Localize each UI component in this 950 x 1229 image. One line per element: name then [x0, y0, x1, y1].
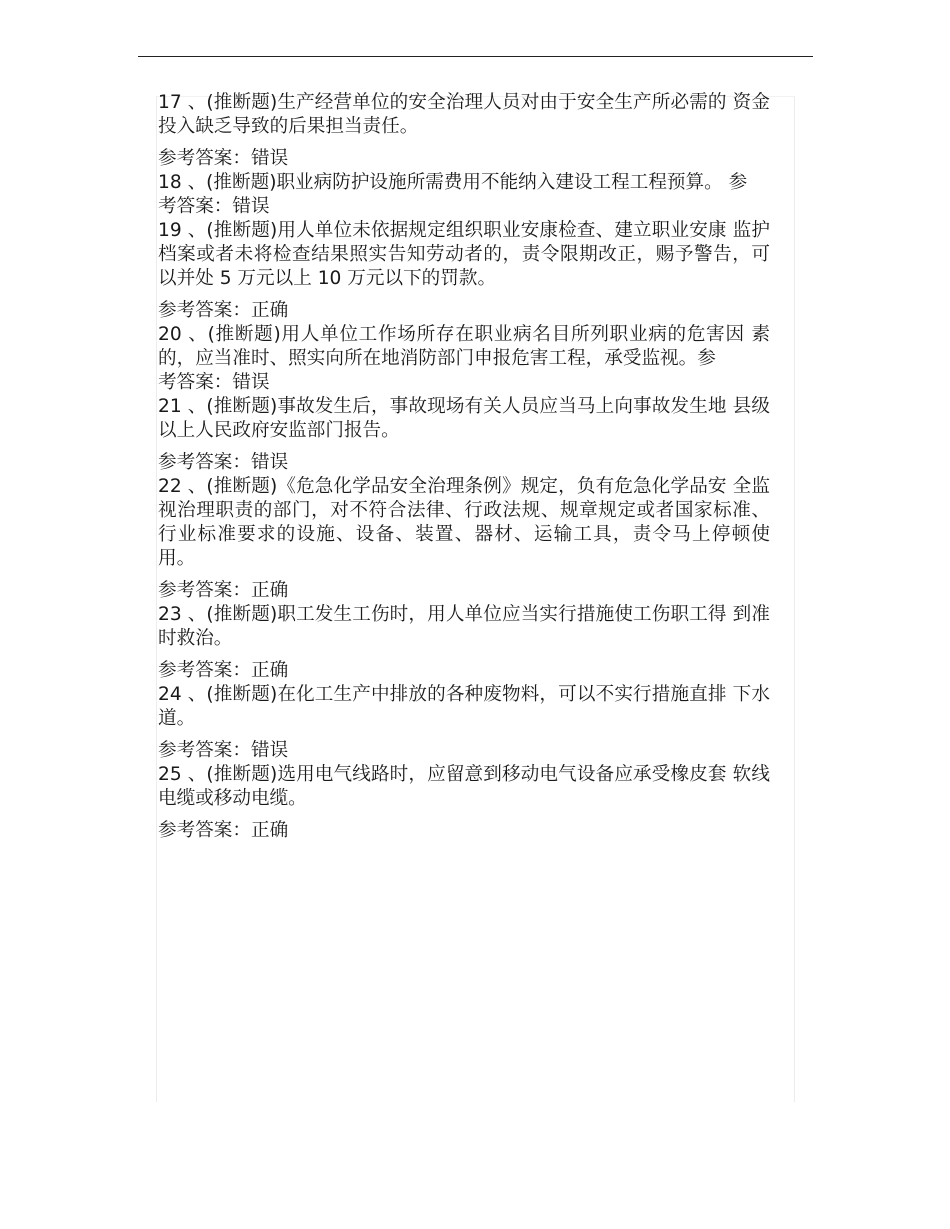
- question-text: 19 、(推断题)用人单位未依据规定组织职业安康检查、建立职业安康 监护档案或者未将检查结果照实告知劳动者的，责令限期改正，赐予警告，可以并处 5 万元以上 10 万元以下的罚款。: [158, 220, 770, 289]
- answer-text: 参考答案：正确: [158, 580, 289, 601]
- question-text: 18 、(推断题)职业病防护设施所需费用不能纳入建设工程工程预算。 参: [158, 172, 748, 193]
- question-text: 25 、(推断题)选用电气线路时，应留意到移动电气设备应承受橡皮套 软线电缆或移动电缆。: [158, 764, 770, 809]
- question-text: 17 、(推断题)生产经营单位的安全治理人员对由于安全生产所必需的 资金投入缺乏导致的后果担当责任。: [158, 92, 770, 137]
- answer-text: 考答案：错误: [158, 196, 270, 217]
- question-item-24: [158, 683, 770, 763]
- question-text: 22 、(推断题)《危急化学品安全治理条例》规定，负有危急化学品安 全监视治理职责的部门，对不符合法律、行政法规、规章规定或者国家标准、行业标准要求的设施、设备、装置、器材、运输工具，责令马上停顿使用。: [158, 476, 770, 569]
- question-text: 24 、(推断题)在化工生产中排放的各种废物料，可以不实行措施直排 下水道。: [158, 684, 770, 729]
- question-item-20: [158, 323, 770, 395]
- answer-text: 参考答案：正确: [158, 300, 289, 321]
- document-body: [158, 91, 770, 843]
- question-text: 23 、(推断题)职工发生工伤时，用人单位应当实行措施使工伤职工得 到准时救治。: [158, 604, 770, 649]
- answer-text: 考答案：错误: [158, 372, 270, 393]
- answer-text: 参考答案：错误: [158, 740, 289, 761]
- question-item-23: [158, 603, 770, 683]
- answer-text: 参考答案：错误: [158, 148, 289, 169]
- answer-text: 参考答案：错误: [158, 452, 289, 473]
- question-item-19: [158, 219, 770, 323]
- header-rule: [138, 56, 813, 57]
- question-item-22: [158, 475, 770, 603]
- answer-text: 参考答案：正确: [158, 660, 289, 681]
- question-item-21: [158, 395, 770, 475]
- question-item-17: [158, 91, 770, 171]
- question-item-25: [158, 763, 770, 843]
- answer-text: 参考答案：正确: [158, 820, 289, 841]
- question-item-18: [158, 171, 770, 219]
- question-text: 21 、(推断题)事故发生后，事故现场有关人员应当马上向事故发生地 县级以上人民政府安监部门报告。: [158, 396, 770, 441]
- question-text: 20 、(推断题)用人单位工作场所存在职业病名目所列职业病的危害因 素的，应当准时、照实向所在地消防部门申报危害工程，承受监视。参: [158, 324, 770, 369]
